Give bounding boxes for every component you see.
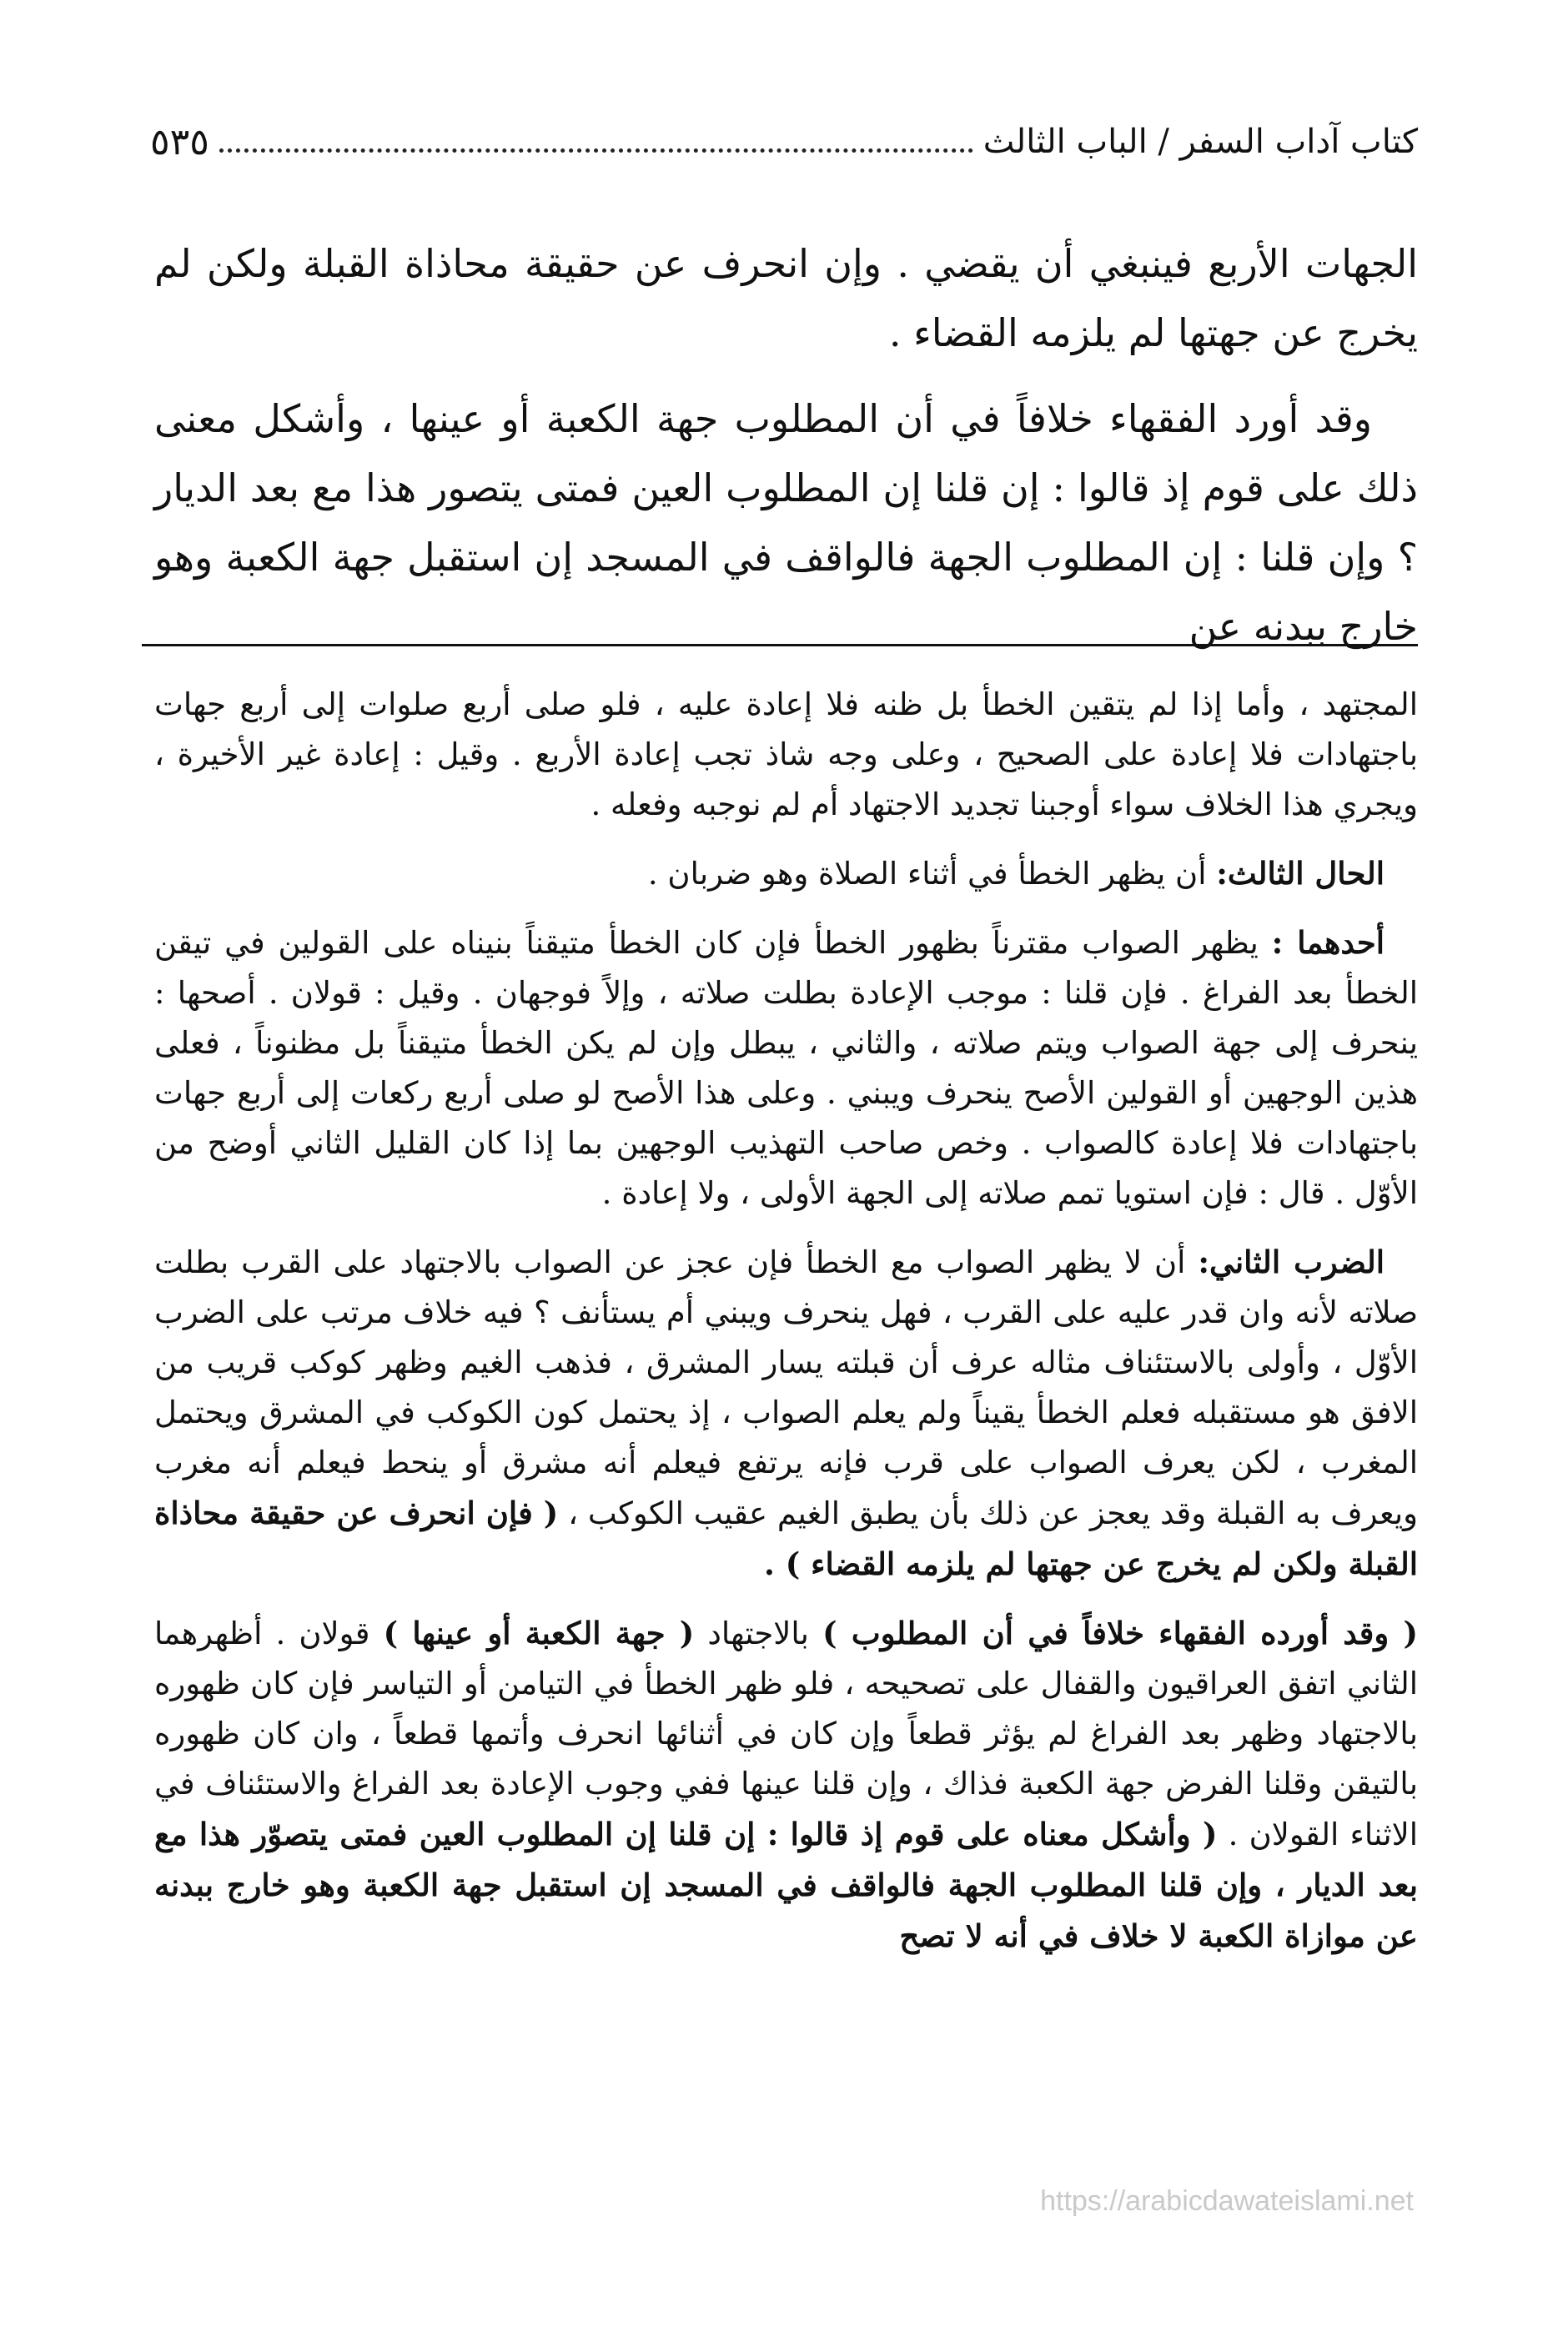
note-paragraph-3 — [154, 917, 1418, 1219]
main-paragraph-1: الجهات الأربع فينبغي أن يقضي . وإن انحرف عن حقيقة محاذاة القبلة ولكن لم يخرج عن جهتها لم يلزمه القضاء . — [154, 241, 1418, 355]
note-text: أن لا يظهر الصواب مع الخطأ فإن عجز عن الصواب بالاجتهاد على القرب بطلت صلاته لأنه وان قدر عليه على القرب ، فهل ينحرف ويبني أم يستأنف ؟ فيه خلاف مرتب على الضرب الأوّل ، وأولى بالاستئناف مثاله عرف أن قبلته يسار المشرق ، فذهب الغيم وظهر كوكب قريب من الافق هو مستقبله فعلم الخطأ يقيناً ولم يعلم الصواب ، إذ يحتمل كون الكوكب في المشرق ويحتمل المغرب ، لكن يعرف الصواب على قرب فإنه يرتفع فيعلم أنه مشرق أو ينحط فيعلم أنه مغرب ويعرف به القبلة وقد يعجز عن ذلك بأن يطبق الغيم عقيب الكوكب ، — [154, 1244, 1418, 1531]
note-paragraph-1: المجتهد ، وأما إذا لم يتقين الخطأ بل ظنه فلا إعادة عليه ، فلو صلى أربع صلوات إلى أربع جهات باجتهادات فلا إعادة على الصحيح ، وعلى وجه شاذ تجب إعادة الأربع . وقيل : إعادة غير الأخيرة ، ويجري هذا الخلاف سواء أوجبنا تجديد الاجتهاد أم لم نوجبه وفعله . — [154, 686, 1418, 822]
quoted-main-text: ( جهة الكعبة أو عينها ) — [383, 1615, 695, 1651]
quoted-main-text: ( فإن انحرف عن حقيقة محاذاة القبلة ولكن لم يخرج عن جهتها لم يلزمه القضاء ) . — [154, 1495, 1418, 1582]
note-heading: الضرب الثاني: — [1198, 1244, 1385, 1280]
note-paragraph-2 — [154, 848, 1418, 899]
note-heading: أحدهما : — [1271, 924, 1385, 961]
main-text — [154, 229, 1418, 678]
main-paragraph-2: وقد أورد الفقهاء خلافاً في أن المطلوب جهة الكعبة أو عينها ، وأشكل معنى ذلك على قوم إذ قالوا : إن قلنا إن المطلوب العين فمتى يتصور هذا مع بعد الديار ؟ وإن قلنا : إن المطلوب الجهة فالواقف في المسجد إن استقبل جهة الكعبة وهو خارج ببدنه عن — [154, 396, 1418, 649]
note-text: بالاجتهاد — [694, 1616, 823, 1651]
quoted-main-text: ( وأشكل معناه على قوم إذ قالوا : إن قلنا إن المطلوب العين فمتى يتصوّر هذا مع بعد الديار ، وإن قلنا المطلوب الجهة فالواقف في المسجد إن استقبل جهة الكعبة وهو خارج ببدنه عن موازاة الكعبة لا خلاف في أنه لا تصح — [154, 1816, 1418, 1954]
quoted-main-text: ( وقد أورده الفقهاء خلافاً في أن المطلوب ) — [822, 1615, 1418, 1651]
header-title: كتاب آداب السفر / الباب الثالث — [983, 123, 1418, 161]
footnote-separator — [142, 644, 1418, 646]
note-paragraph-4 — [154, 1237, 1418, 1590]
note-text: قولان . أظهرهما الثاني اتفق العراقيون والقفال على تصحيحه ، فلو ظهر الخطأ في التيامن أو التياسر فإن كان ظهوره بالاجتهاد وظهر بعد الفراغ لم يؤثر قطعاً وإن كان في أثنائها انحرف وأتمها قطعاً ، وان كان ظهوره بالتيقن وقلنا الفرض جهة الكعبة فذاك ، وإن قلنا عينها ففي وجوب الإعادة بعد الفراغ والاستئناف في الاثناء القولان . — [154, 1616, 1418, 1852]
commentary-text — [154, 680, 1418, 1980]
running-header — [150, 108, 1418, 175]
header-dot-leader — [219, 148, 973, 153]
note-paragraph-5 — [154, 1608, 1418, 1962]
note-text: يظهر الصواب مقترناً بظهور الخطأ فإن كان الخطأ متيقناً بنيناه على القولين في تيقن الخطأ بعد الفراغ . فإن قلنا : موجب الإعادة بطلت صلاته ، وإلاً فوجهان . وقيل : قولان . أصحها : ينحرف إلى جهة الصواب ويتم صلاته ، والثاني ، يبطل وإن لم يكن الخطأ متيقناً بل مظنوناً ، فعلى هذين الوجهين أو القولين الأصح ينحرف ويبني . وعلى هذا الأصح لو صلى أربع ركعات إلى أربع جهات باجتهادات فلا إعادة كالصواب . وخص صاحب التهذيب الوجهين بما إذا كان القليل الثاني أوضح من الأوّل . قال : فإن استويا تمم صلاته إلى الجهة الأولى ، ولا إعادة . — [154, 925, 1418, 1211]
note-text: أن يظهر الخطأ في أثناء الصلاة وهو ضربان . — [647, 856, 1217, 892]
watermark-url: https://arabicdawateislami.net — [1040, 2185, 1414, 2217]
note-heading: الحال الثالث: — [1216, 855, 1385, 892]
page-number: ٥٣٥ — [150, 120, 209, 163]
